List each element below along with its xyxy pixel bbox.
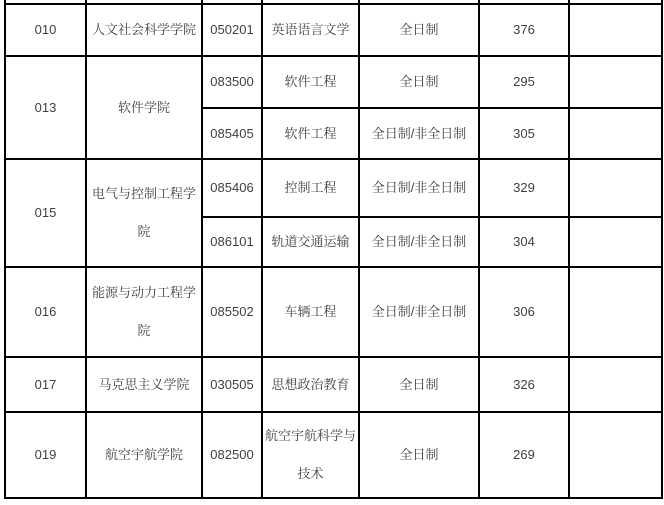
table-row bbox=[5, 357, 662, 412]
cell-study-mode: 全日制/非全日制 bbox=[359, 108, 479, 159]
cell-major-name: 软件工程 bbox=[262, 56, 359, 108]
admission-score-table bbox=[4, 0, 663, 499]
table-row bbox=[5, 412, 662, 498]
admission-score-table-wrap bbox=[4, 0, 664, 500]
cell-score: 326 bbox=[479, 357, 569, 412]
table-row bbox=[5, 159, 662, 217]
cell-college-code: 013 bbox=[5, 56, 86, 159]
cell-study-mode: 全日制/非全日制 bbox=[359, 267, 479, 357]
cell-note bbox=[569, 412, 662, 498]
cell-college-code: 019 bbox=[5, 412, 86, 498]
cell-major-code: 050201 bbox=[202, 4, 262, 56]
cell-major-code: 082500 bbox=[202, 412, 262, 498]
cell-major-code: 086101 bbox=[202, 217, 262, 267]
cell-study-mode: 全日制 bbox=[359, 412, 479, 498]
cell-major-code: 085502 bbox=[202, 267, 262, 357]
cell-note bbox=[569, 267, 662, 357]
cell-study-mode: 全日制 bbox=[359, 56, 479, 108]
cell-score: 295 bbox=[479, 56, 569, 108]
cell-college-code: 016 bbox=[5, 267, 86, 357]
cell-study-mode: 全日制 bbox=[359, 4, 479, 56]
cell-score: 306 bbox=[479, 267, 569, 357]
cell-major-name: 思想政治教育 bbox=[262, 357, 359, 412]
cell-major-name: 航空宇航科学与技术 bbox=[262, 412, 359, 498]
cell-major-name: 车辆工程 bbox=[262, 267, 359, 357]
cell-college-name: 航空宇航学院 bbox=[86, 412, 202, 498]
cell-score: 304 bbox=[479, 217, 569, 267]
cell-note bbox=[569, 56, 662, 108]
cell-major-name: 轨道交通运输 bbox=[262, 217, 359, 267]
table-row bbox=[5, 4, 662, 56]
cell-college-name: 电气与控制工程学院 bbox=[86, 159, 202, 267]
cell-study-mode: 全日制/非全日制 bbox=[359, 217, 479, 267]
cell-major-name: 软件工程 bbox=[262, 108, 359, 159]
cell-note bbox=[569, 4, 662, 56]
cell-college-code: 017 bbox=[5, 357, 86, 412]
table-row bbox=[5, 56, 662, 108]
cell-major-name: 控制工程 bbox=[262, 159, 359, 217]
cell-major-name: 英语语言文学 bbox=[262, 4, 359, 56]
cell-college-name: 软件学院 bbox=[86, 56, 202, 159]
cell-college-code: 015 bbox=[5, 159, 86, 267]
cell-score: 376 bbox=[479, 4, 569, 56]
cell-major-code: 083500 bbox=[202, 56, 262, 108]
cell-note bbox=[569, 108, 662, 159]
cell-major-code: 030505 bbox=[202, 357, 262, 412]
cell-college-name: 人文社会科学学院 bbox=[86, 4, 202, 56]
cell-note bbox=[569, 357, 662, 412]
cell-major-code: 085406 bbox=[202, 159, 262, 217]
cell-college-code: 010 bbox=[5, 4, 86, 56]
cell-note bbox=[569, 159, 662, 217]
cell-college-name: 马克思主义学院 bbox=[86, 357, 202, 412]
cell-study-mode: 全日制/非全日制 bbox=[359, 159, 479, 217]
table-row bbox=[5, 267, 662, 357]
cell-study-mode: 全日制 bbox=[359, 357, 479, 412]
cell-score: 269 bbox=[479, 412, 569, 498]
cell-note bbox=[569, 217, 662, 267]
cell-college-name: 能源与动力工程学院 bbox=[86, 267, 202, 357]
cell-score: 329 bbox=[479, 159, 569, 217]
cell-major-code: 085405 bbox=[202, 108, 262, 159]
cell-score: 305 bbox=[479, 108, 569, 159]
